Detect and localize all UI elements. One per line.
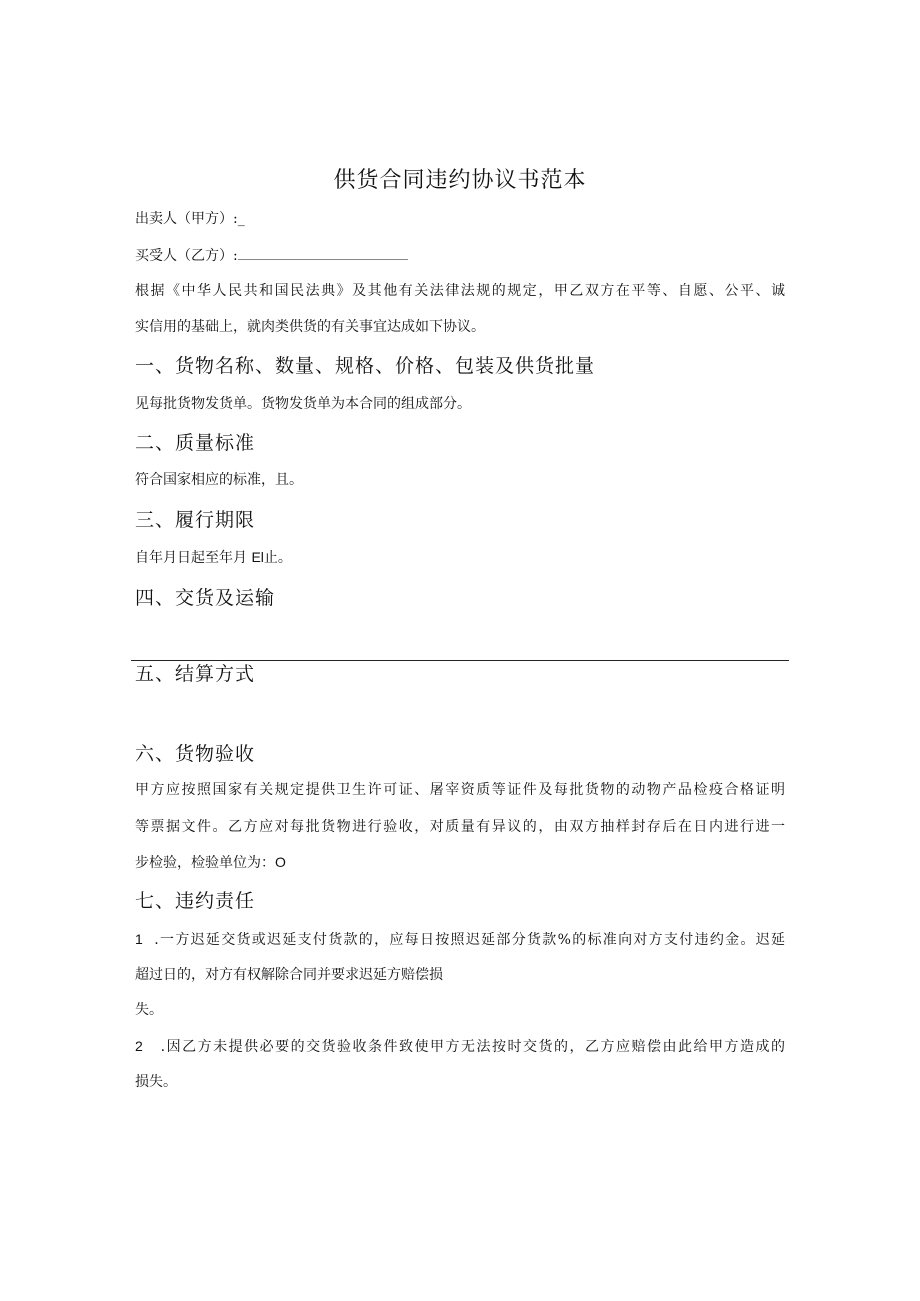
section-6-line-1: 甲方应按照国家有关规定提供卫生许可证、屠宰资质等证件及每批货物的动物产品检疫合格证明 [135, 782, 785, 798]
section-7-item-2-line-1 [135, 1036, 785, 1057]
intro-line-2: 实信用的基础上，就肉类供货的有关事宜达成如下协议。 [135, 319, 485, 335]
buyer-line [135, 245, 408, 266]
section-7-heading: 七、违约责任 [135, 890, 256, 912]
seller-label: 出卖人（甲方）:_ [135, 211, 245, 227]
seller-line [135, 209, 245, 229]
section-7-item-2-text: .因乙方未提供必要的交货验收条件致使甲方无法按时交货的，乙方应赔偿由此给甲方造成的 [160, 1039, 785, 1055]
section-7-item-1-line-3: 失。 [135, 1002, 163, 1018]
buyer-label: 买受人（乙方）: [135, 248, 238, 264]
buyer-blank [238, 245, 408, 260]
section-6-line-3-suffix: O [275, 854, 286, 870]
section-3-body-el: El [251, 549, 264, 565]
section-3-body-suffix: 止。 [263, 550, 292, 566]
section-7-item-1-line-1 [135, 929, 785, 950]
section-7-item-1-text: .一方迟延交货或迟延支付货款的，应每日按照迟延部分货款%的标准向对方支付违约金。迟延 [154, 932, 785, 948]
section-6-line-3-prefix: 步检验，检验单位为： [135, 855, 275, 871]
section-1-heading: 一、货物名称、数量、规格、价格、包装及供货批量 [135, 355, 596, 377]
document-title: 供货合同违约协议书范本 [333, 168, 587, 193]
intro-line-1: 根据《中华人民共和国民法典》及其他有关法律法规的规定，甲乙双方在平等、自愿、公平、诚 [135, 283, 785, 299]
section-2-body: 符合国家相应的标准，且。 [135, 472, 303, 488]
section-6-line-2: 等票据文件。乙方应对每批货物进行验收，对质量有异议的，由双方抽样封存后在日内进行进一 [135, 819, 785, 835]
section-3-body-prefix: 自年月日起至年月 [135, 550, 247, 566]
section-3-heading: 三、履行期限 [135, 509, 256, 531]
section-7-item-2-line-2: 损失。 [135, 1074, 177, 1090]
section-7-item-1-line-2: 超过日的，对方有权解除合同并要求迟延方赔偿损 [135, 967, 443, 983]
section-3-body [135, 547, 292, 568]
section-6-heading: 六、货物验收 [135, 743, 256, 765]
section-7-item-1-number: 1 [135, 931, 143, 947]
section-2-heading: 二、质量标准 [135, 432, 256, 454]
section-4-heading: 四、交货及运输 [135, 587, 276, 609]
section-5-heading: 五、结算方式 [135, 663, 256, 685]
section-1-body: 见每批货物发货单。货物发货单为本合同的组成部分。 [135, 396, 471, 412]
section-7-item-2-number: 2 [135, 1038, 143, 1054]
section-6-line-3 [135, 852, 286, 873]
